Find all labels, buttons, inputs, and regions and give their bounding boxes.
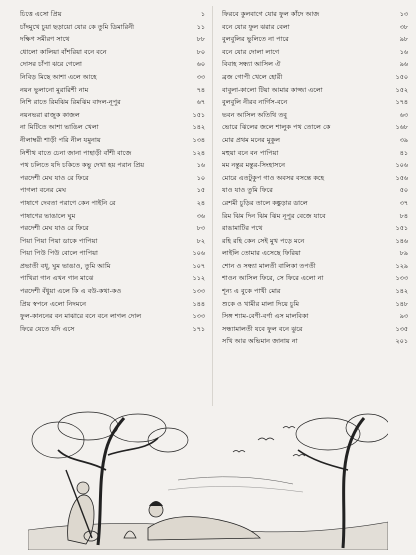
- left-index-entry: [20, 210, 205, 223]
- column-divider: [212, 6, 213, 406]
- page-number: ১৬: [196, 161, 205, 170]
- page-number: ৬৭: [196, 98, 205, 107]
- page-number: ১০৭: [192, 261, 205, 270]
- right-index-entry: [222, 260, 408, 273]
- right-index-entry: [222, 84, 408, 97]
- page-number: ৬৩: [399, 110, 408, 119]
- left-index-entry: [20, 71, 205, 84]
- left-index-entry: [20, 260, 205, 273]
- left-index-entry: [20, 247, 205, 260]
- right-index-entry: [222, 71, 408, 84]
- song-title: নিশি রাতে রিমঝিম রিমঝিম বাদল-নূপুর: [20, 98, 121, 107]
- page-number: ৩৬: [196, 211, 205, 220]
- page-number: ৭৪: [196, 85, 205, 94]
- index-left-column: [20, 8, 205, 412]
- song-title: পিয়া পিয়া পিয়া ডাকে পাপিয়া: [20, 236, 98, 245]
- left-index-entry: [20, 172, 205, 185]
- left-index-entry: [20, 109, 205, 122]
- left-index-entry: [20, 33, 205, 46]
- song-title: রিম ঝিম দিন ঝিম ঝিম নূপুর বেজে যাবে: [222, 211, 326, 220]
- song-title: সন্ধ্যামালতী যবে ফুল বনে ঝুরে: [222, 324, 303, 333]
- page-number: ৫০: [399, 186, 408, 195]
- song-title: যাও যাও তুমি ফিরে: [222, 186, 273, 195]
- left-index-entry: [20, 46, 205, 59]
- page-number: ১৩৩: [192, 287, 205, 296]
- page-number: ৩৩: [196, 72, 205, 81]
- page-number: ৮০: [196, 47, 205, 56]
- song-title: শাওন আসিল ফিরে, সে ফিরে এলো না: [222, 274, 324, 283]
- song-title: পরদেশী বঁধুয়া এলে কি এ বউ-কথা-কও: [20, 287, 122, 296]
- song-title: সিঙ্গ শ্যাম-বেণী-বর্ণা এস মালবিকা: [222, 312, 309, 321]
- page-number: ১৪২: [395, 287, 408, 296]
- left-index-entry: [20, 134, 205, 147]
- page-number: ৮২: [196, 236, 205, 245]
- right-index-entry: [222, 109, 408, 122]
- song-title: ব্রজ গোপী খেলে হোরী: [222, 72, 283, 81]
- page-number: ১৭১: [192, 324, 205, 333]
- page-number: ১২৪: [192, 148, 205, 157]
- song-title: বুলবুলি নীরব নার্গিস-বনে: [222, 98, 288, 107]
- illustration-musicians-under-trees: [28, 410, 388, 550]
- page-number: ২৪: [196, 198, 205, 207]
- song-title: শূন্য এ বুকে পাখী মোর: [222, 287, 281, 296]
- song-title: ফুল-কাননের বন মাঝারে বনে বনে লাগল দোল: [20, 312, 142, 321]
- song-title: বিবাহ সন্ধ্যা আসিল ঐ: [222, 60, 281, 69]
- page-number: ১০৬: [192, 249, 205, 258]
- right-index-entry: [222, 172, 408, 185]
- song-title: নয়নভরা রাজুক কাজল: [20, 110, 80, 119]
- right-index-entry: [222, 298, 408, 311]
- left-index-entry: [20, 235, 205, 248]
- right-index-entry: [222, 323, 408, 336]
- left-index-entry: [20, 21, 205, 34]
- page-number: ৮৩: [196, 224, 205, 233]
- song-title: ভবন আসিল অতিথি তবু: [222, 110, 287, 119]
- page-number: ৩৭: [399, 198, 408, 207]
- right-index-entry: [222, 272, 408, 285]
- song-title: সখি আর অভিমান জানায় না: [222, 337, 298, 346]
- left-index-entry: [20, 197, 205, 210]
- page-number: ১০: [196, 173, 205, 182]
- right-index-entry: [222, 46, 408, 59]
- page-number: ১৭৪: [395, 98, 408, 107]
- left-index-entry: [20, 285, 205, 298]
- right-index-entry: [222, 8, 408, 21]
- left-index-entry: [20, 323, 205, 336]
- page-number: ৮৯: [399, 249, 408, 258]
- right-index-entry: [222, 147, 408, 160]
- song-title: বাবুলা-কালো টিয়া আমার কাজ্জা এলো: [222, 85, 323, 94]
- page-number: ১৫২: [395, 85, 408, 94]
- song-title: চিত্তে এসো প্রিয়: [20, 10, 62, 18]
- song-title: রাঙামাটির পথে: [222, 224, 263, 233]
- left-index-entry: [20, 8, 205, 21]
- left-index-entry: [20, 96, 205, 109]
- song-title: না মিটিতে আশা ভাঙিল খেলা: [20, 123, 99, 132]
- right-index-entry: [222, 21, 408, 34]
- left-index-entry: [20, 298, 205, 311]
- song-title: প্রভাতী বধূ, ঘুম ভাঙাও, তুমি আমি: [20, 261, 111, 270]
- song-title: পাষাণে দেবতা পরাণে কেন পাইনি রে: [20, 198, 116, 207]
- left-index-entry: [20, 58, 205, 71]
- right-index-entry: [222, 285, 408, 298]
- song-title: ফিরবে কুলবাগে যোর ফুল কাঁদে আজ: [222, 10, 320, 18]
- page-number: ১৩: [399, 10, 408, 18]
- right-index-entry: [222, 197, 408, 210]
- right-index-entry: [222, 310, 408, 323]
- right-index-entry: [222, 159, 408, 172]
- page-number: ৮৮: [196, 35, 205, 44]
- song-title: শুকে ও খামীর মালা দিয়ে চুমি: [222, 299, 300, 308]
- song-title: ধোলো কালিয়া বাঁশরিয়া বনে বনে: [20, 47, 107, 56]
- page-number: ১৩৫: [395, 324, 408, 333]
- right-index-entry: [222, 184, 408, 197]
- page-number: ৯৩: [399, 312, 408, 321]
- song-title: চাঁদমুখে চুয়া ছড়ায়ো যোর কে তুমি ডিমারিনী: [20, 22, 135, 31]
- song-title: ভোরে ঝিলের জলে শালুক পথ তোলে কে: [222, 123, 331, 132]
- index-right-column: [222, 8, 408, 412]
- page-number: ১৬৮: [395, 123, 408, 132]
- page-number: ১৪৬: [395, 236, 408, 245]
- song-title: পাষাণের ভাঙালে ঘুম: [20, 211, 76, 220]
- left-index-entry: [20, 159, 205, 172]
- song-title: শোন ও সন্ধ্যা মালতী বালিকা তপতী: [222, 261, 316, 270]
- song-title: মোর প্রথম মনের মুকুল: [222, 135, 281, 144]
- song-title: পরদেশী মেঘ যাও রে ফিরে: [20, 173, 89, 182]
- song-title: পরদেশী মেঘ যাও রে ফিরে: [20, 224, 89, 233]
- song-title: বনে যোর দোলা লাগে: [222, 47, 280, 56]
- left-index-entry: [20, 310, 205, 323]
- page-number: ১৪৪: [192, 299, 205, 308]
- page-number: ১৫১: [192, 110, 205, 119]
- page-number: ৬০: [196, 60, 205, 69]
- right-index-entry: [222, 121, 408, 134]
- page-number: ১৫১: [395, 224, 408, 233]
- page-number: ১৫: [196, 186, 205, 195]
- page-number: ১০৬: [395, 161, 408, 170]
- left-index-entry: [20, 184, 205, 197]
- right-index-entry: [222, 335, 408, 348]
- song-title: লাইলি তোমার এসেছে ফিরিয়া: [222, 249, 301, 258]
- song-title: পাখিরা গান এখন গান মাঝে: [20, 274, 94, 283]
- song-title: পথ চলিতে যদি চকিতে কভু দেখা হয় পরান প্রিয়: [20, 161, 145, 170]
- right-index-entry: [222, 33, 408, 46]
- page-number: ৮৪: [399, 211, 408, 220]
- page-number: ১: [200, 10, 205, 18]
- left-index-entry: [20, 84, 205, 97]
- right-index-entry: [222, 96, 408, 109]
- song-title: ফিরে যেতে যদি এসে: [20, 324, 75, 333]
- song-title: পিয়া পিউ পিউ বোলে পাপিয়া: [20, 249, 98, 258]
- page-number: ১৩৪: [192, 135, 205, 144]
- page-number: ২০১: [395, 337, 408, 346]
- page-number: ১৩৩: [192, 312, 205, 321]
- song-title: রহি রহি কেন সেই মুখ পড়ে মনে: [222, 236, 305, 245]
- song-title: নয়ন ভুলানো মুরারিশী নাম: [20, 85, 89, 94]
- song-title: মম নন্তুর মন্তুর-সিংহাসনে: [222, 161, 286, 170]
- page-number: ১৩৩: [395, 274, 408, 283]
- right-index-entry: [222, 134, 408, 147]
- page-number: ১৫৬: [395, 173, 408, 182]
- page-number: ১৫০: [395, 72, 408, 81]
- right-index-entry: [222, 247, 408, 260]
- page-number: ১১২: [192, 274, 205, 283]
- left-index-entry: [20, 272, 205, 285]
- page-number: ৩৯: [399, 135, 408, 144]
- right-index-entry: [222, 222, 408, 235]
- song-title: নীলাম্বরী শাড়ী পরি নীল যমুনায়: [20, 135, 101, 144]
- page-number: ১৪২: [192, 123, 205, 132]
- song-title: প্রিয় স্বপনে এলো নিদমনে: [20, 299, 87, 308]
- song-title: দোসর চাঁপা ঝরে গেলো: [20, 60, 82, 69]
- song-title: বনে যোর ফুল ঝরার বেলা: [222, 22, 290, 31]
- right-index-entry: [222, 210, 408, 223]
- right-index-entry: [222, 235, 408, 248]
- right-index-entry: [222, 58, 408, 71]
- page-number: ১৪৮: [395, 299, 408, 308]
- page-number: ১১: [196, 22, 205, 31]
- song-title: নিশীথ বাতে চেনা জানা পাহাড়ী বাঁশী বাজে: [20, 148, 132, 157]
- song-title: বুলবুলির ভুলিতে না পারে: [222, 35, 289, 44]
- page-number: ১২৯: [395, 261, 408, 270]
- song-title: মহুয়া বনে বন পাপিয়া: [222, 148, 279, 157]
- song-title: মোরে এতটুকুপ গাও অবসর বসন্তে কহে: [222, 173, 325, 182]
- page-number: ৩৮: [399, 22, 408, 31]
- page-number: ৪১: [399, 148, 408, 157]
- song-title: দক্ষিণ সমীরণ সাথে: [20, 35, 70, 44]
- song-title: নিবিড় মিছে আশা এলে আহে: [20, 72, 97, 81]
- song-title: রেশমী চুড়ির তালে কঙ্কুড়ার ডালে: [222, 198, 308, 207]
- page-number: ৯৮: [399, 35, 408, 44]
- song-title: পাগলা বনের মেঘ: [20, 186, 67, 195]
- left-index-entry: [20, 121, 205, 134]
- left-index-entry: [20, 147, 205, 160]
- left-index-entry: [20, 222, 205, 235]
- page-number: ১৬: [399, 47, 408, 56]
- page-number: ৯৬: [399, 60, 408, 69]
